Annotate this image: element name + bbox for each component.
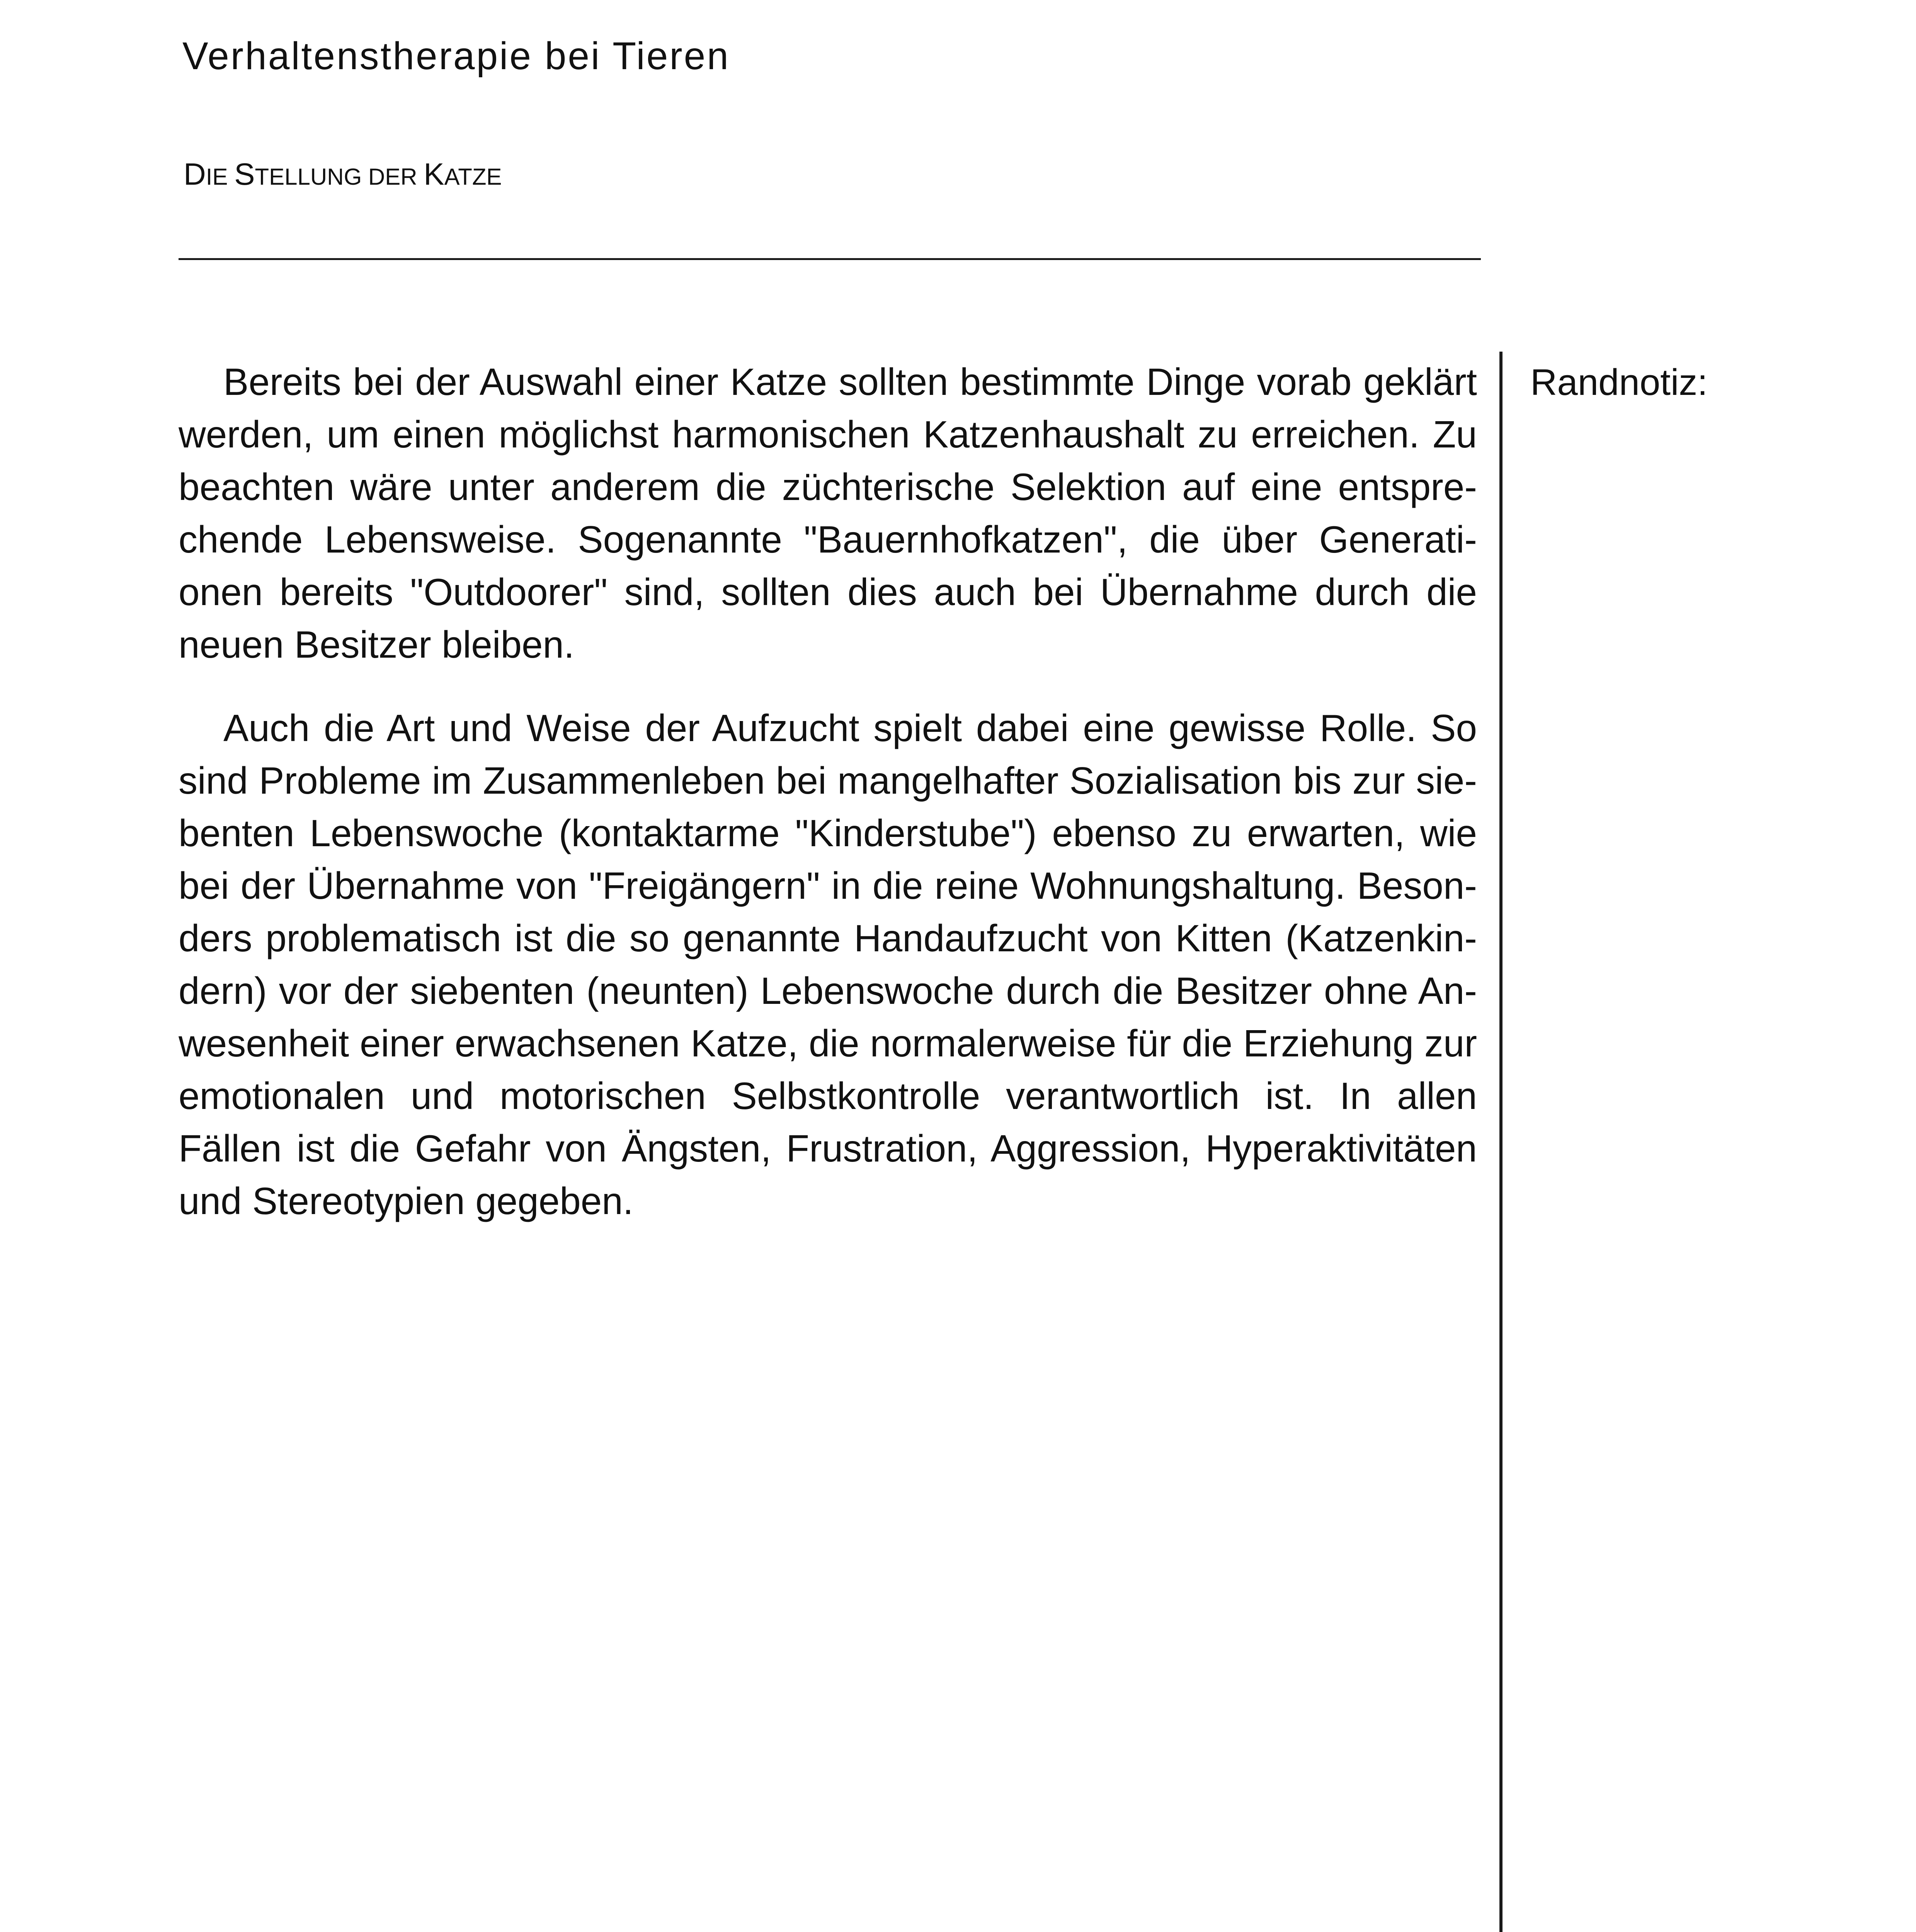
margin-note-label: Randnotiz:	[1530, 362, 1708, 403]
chapter-heading-part: S	[234, 157, 255, 191]
chapter-heading-part: ATZE	[444, 164, 502, 190]
header-divider	[179, 258, 1481, 260]
chapter-heading-part: D	[184, 157, 206, 191]
chapter-heading	[184, 156, 502, 192]
chapter-heading-part: TELLUNG DER	[255, 164, 424, 190]
margin-divider	[1499, 352, 1503, 1932]
document-title: Verhaltenstherapie bei Tieren	[182, 34, 730, 78]
paragraph: Auch die Art und Weise der Aufzucht spielt dabei eine gewisse Rolle. So sind Probleme im Zusammenleben bei mangelhafter Sozialisation bis zur siebenten Lebenswoche (kontaktarme "Kinderstube") ebenso zu erwarten, wie bei der Übernahme von "Freigängern" in die reine Wohnungshaltung. Besonders problematisch ist die so genannte Handaufzucht von Kitten (Katzenkindern) vor der siebenten (neunten) Lebenswoche durch die Besitzer ohne Anwesenheit einer erwachsenen Katze, die normalerweise für die Erziehung zur emotionalen und motorischen Selbstkontrolle verantwortlich ist. In allen Fällen ist die Gefahr von Ängsten, Frustration, Aggression, Hyperaktivitäten und Stereotypien gegeben.	[179, 707, 1477, 1222]
paragraph: Bereits bei der Auswahl einer Katze sollten bestimmte Dinge vorab geklärt werden, um einen möglichst harmonischen Katzenhaushalt zu erreichen. Zu beachten wäre unter anderem die züchterische Selektion auf eine entsprechende Lebensweise. Sogenannte "Bauernhofkatzen", die über Generationen bereits "Outdoorer" sind, sollten dies auch bei Übernahme durch die neuen Besitzer bleiben.	[179, 361, 1477, 666]
chapter-heading-part: IE	[206, 164, 235, 190]
chapter-heading-part: K	[424, 157, 444, 191]
body-text	[179, 355, 1477, 1258]
